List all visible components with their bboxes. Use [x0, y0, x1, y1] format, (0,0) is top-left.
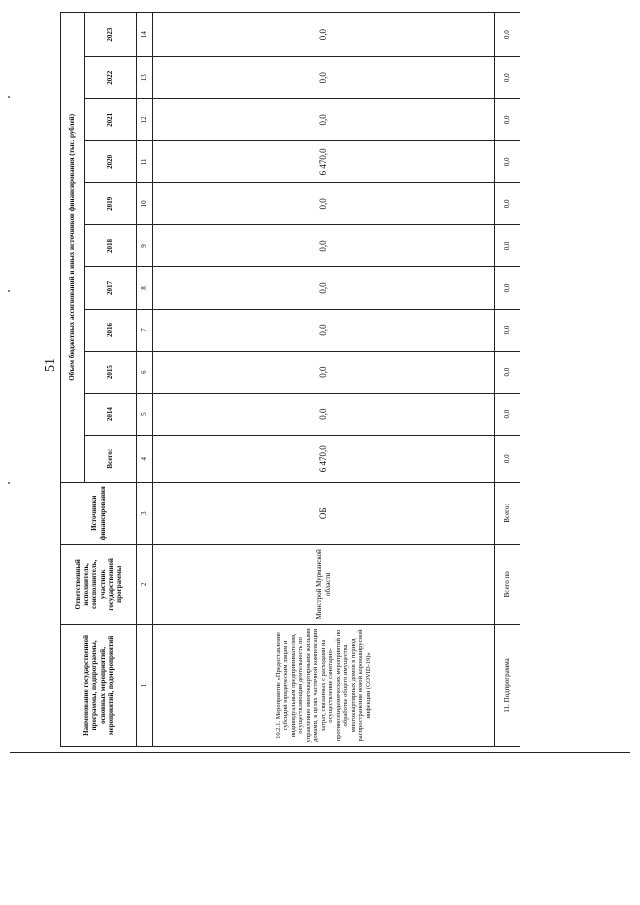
row-value: 0,0 [495, 13, 521, 57]
column-number: 6 [137, 351, 153, 393]
header-year: 2016 [85, 309, 137, 351]
row-source: Всего: [495, 482, 521, 544]
row-value: 0,0 [495, 225, 521, 267]
row-value: 0,0 [153, 183, 495, 225]
header-year: 2014 [85, 393, 137, 435]
row-value: 0,0 [153, 393, 495, 435]
row-responsible: Всего по [495, 544, 521, 624]
page-number: 51 [43, 358, 58, 372]
column-number: 10 [137, 183, 153, 225]
header-year: 2021 [85, 99, 137, 141]
row-value: 6 470,0 [153, 141, 495, 183]
scan-speck [8, 482, 10, 484]
header-year: 2019 [85, 183, 137, 225]
column-number: 2 [137, 544, 153, 624]
row-value: 0,0 [153, 57, 495, 99]
column-number: 14 [137, 13, 153, 57]
header-year: 2017 [85, 267, 137, 309]
column-number: 13 [137, 57, 153, 99]
header-year: 2023 [85, 13, 137, 57]
rotated-table-inner [60, 12, 520, 747]
page-divider-line [10, 752, 630, 753]
row-value: 0,0 [153, 13, 495, 57]
header-year: 2020 [85, 141, 137, 183]
row-value: 0,0 [153, 267, 495, 309]
row-value: 0,0 [495, 309, 521, 351]
row-name: 11. Подпрограмма [495, 624, 521, 746]
column-number: 1 [137, 624, 153, 746]
row-value: 0,0 [495, 183, 521, 225]
row-total: 6 470,0 [153, 435, 495, 482]
column-number: 3 [137, 482, 153, 544]
column-number: 4 [137, 435, 153, 482]
table-row [153, 13, 495, 747]
column-number: 7 [137, 309, 153, 351]
row-name: 10.2.1. Мероприятие «Предоставление субсидий юридическим лицам и индивидуальным предпринимателям, осуществляющим деятельность по управлению многоквартирными жилыми домами, в целях частичной компенсации затрат, связанных с расходами на осуществление санитарно-противоэпидемических мероприятий по обработке общего имущества многоквартирных домов в период распространения новой коронавирусной инфекции (COVID-19)» [153, 624, 495, 746]
header-year: 2015 [85, 351, 137, 393]
column-number: 5 [137, 393, 153, 435]
row-total: 0,0 [495, 435, 521, 482]
column-number: 11 [137, 141, 153, 183]
column-number: 9 [137, 225, 153, 267]
scan-speck [8, 290, 10, 292]
header-year: 2022 [85, 57, 137, 99]
column-number: 12 [137, 99, 153, 141]
column-number-row [137, 13, 153, 747]
row-value: 0,0 [495, 393, 521, 435]
row-value: 0,0 [495, 57, 521, 99]
financing-table [60, 12, 520, 747]
row-responsible: Минстрой Мурманской области [153, 544, 495, 624]
header-year: 2018 [85, 225, 137, 267]
row-value: 0,0 [495, 99, 521, 141]
row-value: 0,0 [153, 351, 495, 393]
row-value: 0,0 [153, 99, 495, 141]
header-responsible: Ответственный исполнитель, соисполнитель, участник государственной программы [61, 544, 137, 624]
header-funding-group: Объем бюджетных ассигнований и иных источников финансирования (тыс. рублей) [61, 13, 85, 483]
row-value: 0,0 [153, 225, 495, 267]
rotated-table-container [60, 12, 520, 747]
row-value: 0,0 [153, 309, 495, 351]
table-row [495, 13, 521, 747]
row-value: 0,0 [495, 267, 521, 309]
row-source: ОБ [153, 482, 495, 544]
row-value: 0,0 [495, 351, 521, 393]
scan-speck [8, 96, 10, 98]
row-value: 0,0 [495, 141, 521, 183]
header-name: Наименование государственной программы, подпрограммы, основных мероприятий, мероприятий, подмероприятий [61, 624, 137, 746]
header-source: Источники финансирования [61, 482, 137, 544]
header-total: Всего: [85, 435, 137, 482]
column-number: 8 [137, 267, 153, 309]
